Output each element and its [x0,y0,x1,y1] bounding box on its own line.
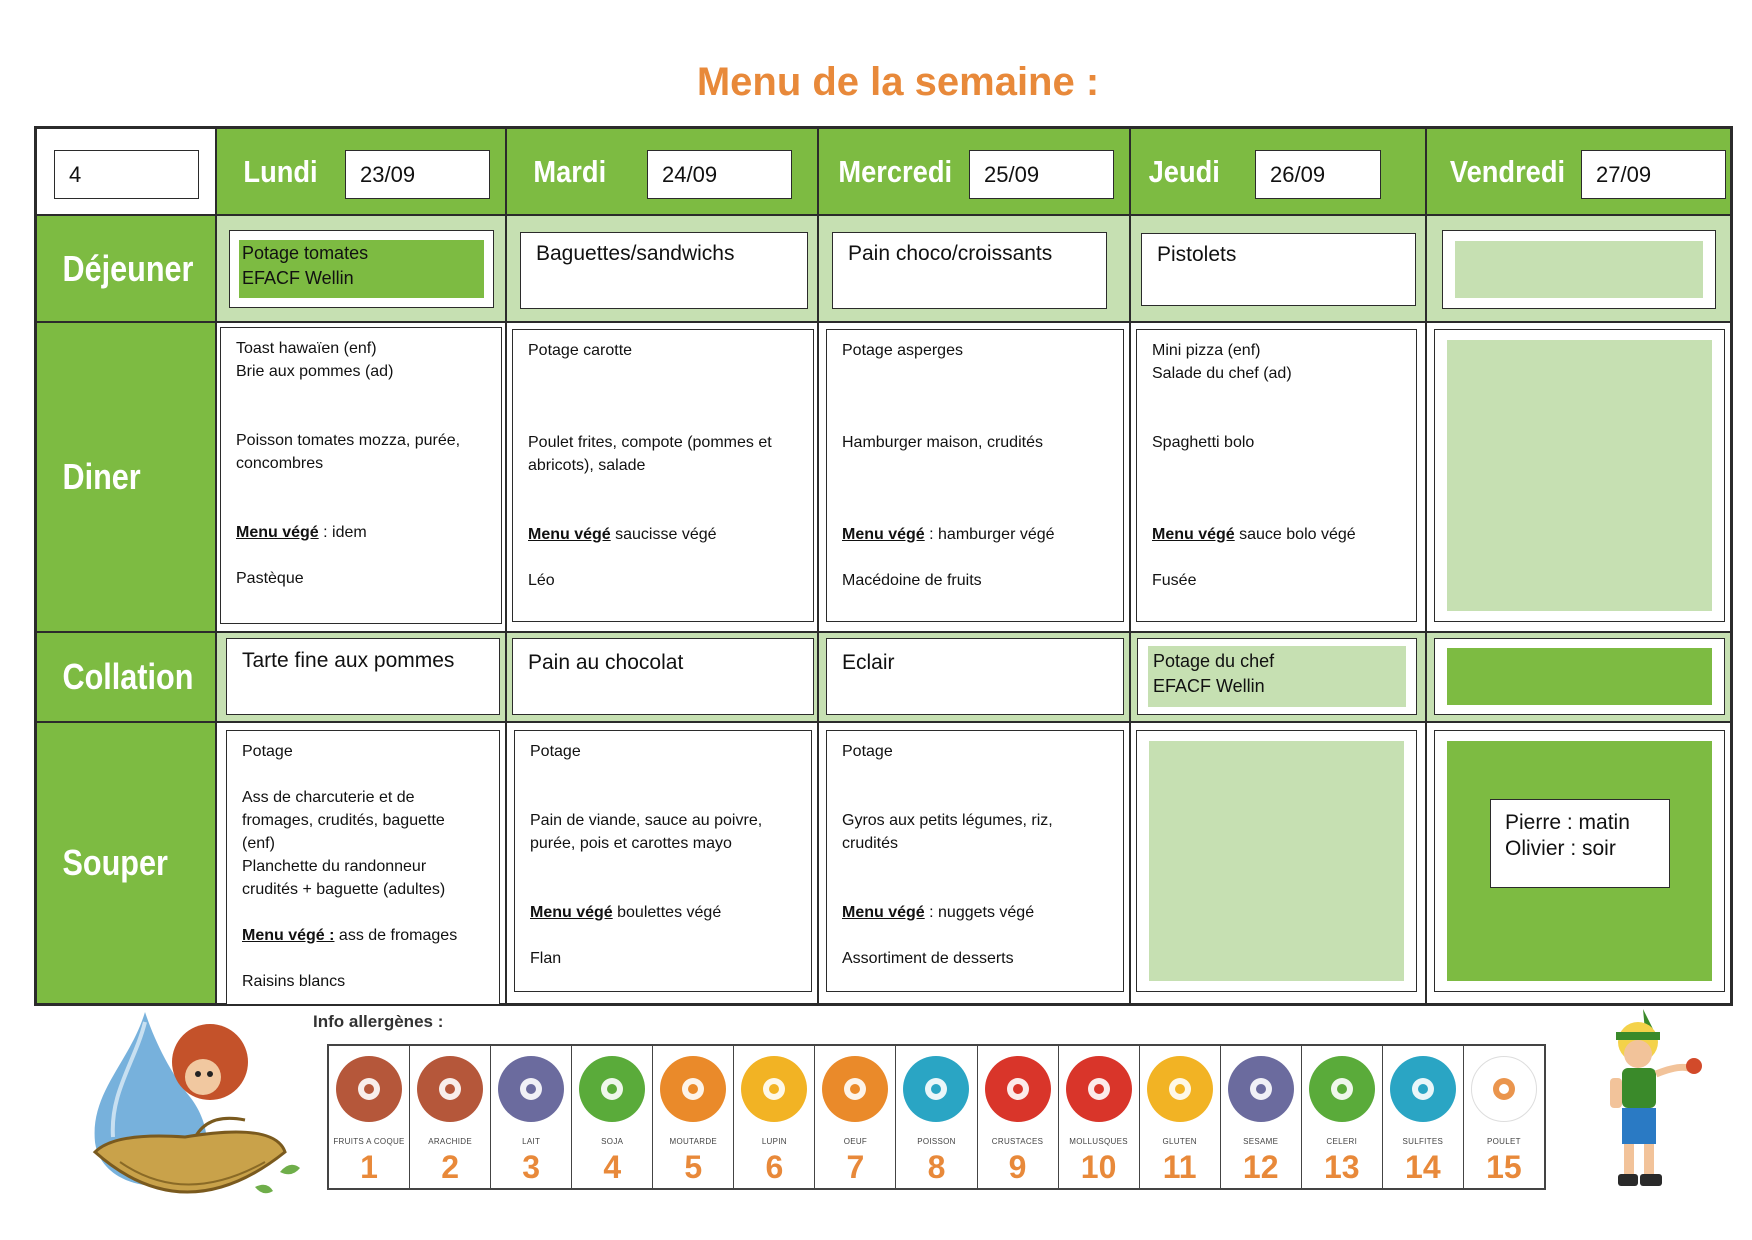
allergen-number: 8 [927,1149,946,1185]
vege-label: Menu végé [1152,526,1235,543]
meal-line: Poisson tomates mozza, purée, [236,432,461,449]
week-number: 4 [54,150,199,199]
vege-label: Menu végé [842,526,925,543]
staff-box [1490,799,1670,888]
meal-line: Eclair [842,651,895,674]
meal-line: purée, pois et carottes mayo [530,835,732,852]
allergen-number: 4 [603,1149,622,1185]
dejeuner-mardi-box [520,232,808,309]
fish-icon [903,1056,969,1122]
row-label-text: Déjeuner [62,247,194,289]
vege-label: Menu végé [530,904,613,921]
menu-grid [34,126,1733,1006]
dejeuner-lundi-box [229,230,494,308]
page-title: Menu de la semaine : [696,60,1100,104]
allergen-cell [1221,1046,1302,1188]
dejeuner-vendredi-box [1442,230,1716,309]
row-label-text: Diner [62,456,141,497]
vege-text: sauce bolo végé [1234,526,1356,543]
collation-jeudi [1130,632,1426,722]
sesame-icon [1228,1056,1294,1122]
lupin-icon [741,1056,807,1122]
staff-line: Olivier : soir [1505,837,1616,860]
day-date: 25/09 [969,150,1114,199]
allergen-number: 14 [1405,1149,1441,1185]
peanut-icon [417,1056,483,1122]
vege-text: : hamburger végé [924,526,1055,543]
allergen-number: 7 [846,1149,865,1185]
meal-line: Pistolets [1157,243,1237,266]
day-name: Jeudi [1148,153,1220,189]
crab-icon [985,1056,1051,1122]
meal-line: Toast hawaïen (enf) [236,340,377,357]
dejeuner-vendredi [1426,215,1731,322]
row-label-diner [36,322,216,632]
row-label-dejeuner [36,215,216,322]
allergen-cell [734,1046,815,1188]
allergen-number: 12 [1242,1149,1279,1185]
allergen-label: MOUTARDE [669,1137,718,1146]
egg-icon [822,1056,888,1122]
vege-text: : nuggets végé [924,904,1035,921]
dejeuner-mardi [506,215,818,322]
allergen-cell [491,1046,572,1188]
day-date: 27/09 [1581,150,1726,199]
dessert: Assortiment de desserts [842,950,1014,967]
meal-line: Potage tomates [242,243,369,263]
meal-line: EFACF Wellin [1153,676,1265,696]
allergen-number: 5 [684,1149,703,1185]
meal-line: Brie aux pommes (ad) [236,363,394,380]
week-cell [36,128,216,215]
celery-icon [1309,1056,1375,1122]
mascot-left-illustration [75,1002,305,1222]
allergen-label: LUPIN [761,1137,787,1146]
allergen-label: POISSON [917,1137,956,1146]
allergen-label: CELERI [1326,1137,1358,1146]
meal-line: Potage carotte [528,342,633,359]
meal-line: Baguettes/sandwichs [536,242,735,265]
vege-text: ass de fromages [334,927,458,944]
meal-line: Tarte fine aux pommes [242,649,455,672]
meal-line: Pain au chocolat [528,651,684,674]
allergen-cell [1140,1046,1221,1188]
dejeuner-mercredi-box [832,232,1107,309]
diner-mercredi [818,322,1130,632]
allergen-label: SESAME [1243,1137,1279,1146]
allergen-number: 15 [1486,1149,1522,1185]
meal-line: Mini pizza (enf) [1152,342,1261,359]
allergen-label: MOLLUSQUES [1069,1137,1128,1146]
wheat-icon [1147,1056,1213,1122]
meal-line: EFACF Wellin [242,268,354,288]
dessert: Flan [530,950,562,967]
allergen-cell [815,1046,896,1188]
allergen-cell [1383,1046,1464,1188]
allergen-label: FRUITS A COQUE [333,1137,405,1146]
vege-label: Menu végé [842,904,925,921]
allergen-cell [1302,1046,1383,1188]
collation-mercredi [818,632,1130,722]
day-name: Vendredi [1449,153,1566,189]
meal-line: abricots), salade [528,457,646,474]
meal-line: Potage [242,743,293,760]
dejeuner-mercredi [818,215,1130,322]
diner-vendredi [1426,322,1731,632]
meal-line: crudités + baguette (adultes) [242,881,446,898]
dejeuner-jeudi-box [1141,233,1416,306]
allergen-cell [329,1046,410,1188]
allergens-table [327,1044,1546,1190]
meal-line: Potage [530,743,581,760]
nuts-icon [336,1056,402,1122]
meal-line: Pain choco/croissants [848,242,1053,265]
vege-text: saucisse végé [610,526,717,543]
allergen-number: 3 [522,1149,541,1185]
meal-line: (enf) [242,835,275,852]
meal-line: Potage [842,743,893,760]
allergen-cell [410,1046,491,1188]
allergen-label: POULET [1487,1137,1521,1146]
meal-line: Gyros aux petits légumes, riz, [842,812,1053,829]
milk-icon [498,1056,564,1122]
meal-line: Spaghetti bolo [1152,434,1255,451]
sulfites-icon [1390,1056,1456,1122]
allergen-number: 1 [360,1149,378,1185]
allergen-label: ARACHIDE [428,1137,472,1146]
soy-icon [579,1056,645,1122]
meal-line: Potage asperges [842,342,963,359]
day-header-vendredi [1426,128,1731,215]
allergen-number: 6 [765,1149,784,1185]
dessert: Léo [528,572,555,589]
meal-line: fromages, crudités, baguette [242,812,445,829]
allergens-title: Info allergènes : [313,1012,444,1031]
souper-mercredi [818,722,1130,1004]
mascot-right-illustration [1588,1004,1716,1200]
allergen-cell [1059,1046,1140,1188]
chicken-icon [1471,1056,1537,1122]
souper-vendredi [1426,722,1731,1004]
diner-mardi [506,322,818,632]
vege-label: Menu végé [528,526,611,543]
souper-mardi [506,722,818,1004]
allergen-cell [653,1046,734,1188]
dessert: Pastèque [236,570,304,587]
allergen-number: 11 [1162,1149,1197,1185]
allergen-label: SOJA [601,1137,624,1146]
vege-text: : idem [318,524,367,541]
day-header-mardi [506,128,818,215]
meal-line: Hamburger maison, crudités [842,434,1043,451]
day-date: 24/09 [647,150,792,199]
day-name: Mercredi [838,153,953,189]
dessert: Raisins blancs [242,973,346,990]
day-header-lundi [216,128,506,215]
row-label-text: Souper [62,842,168,883]
dessert: Macédoine de fruits [842,572,982,589]
staff-line: Pierre : matin [1505,811,1630,834]
allergen-cell [1464,1046,1544,1188]
row-label-text: Collation [62,656,194,697]
row-label-souper [36,722,216,1004]
souper-jeudi [1130,722,1426,1004]
allergen-number: 13 [1323,1149,1360,1185]
day-header-jeudi [1130,128,1426,215]
collation-vendredi [1426,632,1731,722]
allergen-number: 10 [1080,1149,1117,1185]
collation-lundi [216,632,506,722]
dejeuner-jeudi [1130,215,1426,322]
collation-mardi [506,632,818,722]
diner-lundi [216,322,506,632]
meal-line: Planchette du randonneur [242,858,427,875]
day-name: Mardi [533,153,607,189]
meal-line: concombres [236,455,324,472]
day-name: Lundi [243,153,318,189]
allergen-label: OEUF [843,1137,868,1146]
meal-line: Poulet frites, compote (pommes et [528,434,772,451]
day-date: 26/09 [1255,150,1381,199]
mustard-icon [660,1056,726,1122]
day-date: 23/09 [345,150,490,199]
allergen-label: LAIT [522,1137,541,1146]
vege-label: Menu végé [236,524,319,541]
dejeuner-lundi [216,215,506,322]
vege-text: boulettes végé [612,904,722,921]
allergen-cell [978,1046,1059,1188]
meal-line: Salade du chef (ad) [1152,365,1292,382]
meal-line: crudités [842,835,899,852]
allergen-cell [896,1046,977,1188]
allergen-number: 9 [1008,1149,1027,1185]
souper-lundi [216,722,506,1004]
allergen-cell [572,1046,653,1188]
meal-line: Pain de viande, sauce au poivre, [530,812,763,829]
allergen-number: 2 [441,1149,459,1185]
dessert: Fusée [1152,572,1197,589]
shell-icon [1066,1056,1132,1122]
day-header-mercredi [818,128,1130,215]
allergen-label: CRUSTACES [991,1137,1044,1146]
diner-jeudi [1130,322,1426,632]
meal-line: Potage du chef [1153,651,1275,671]
vege-label: Menu végé : [242,927,335,944]
row-label-collation [36,632,216,722]
allergen-label: SULFITES [1402,1137,1444,1146]
allergen-label: GLUTEN [1162,1137,1197,1146]
meal-line: Ass de charcuterie et de [242,789,415,806]
